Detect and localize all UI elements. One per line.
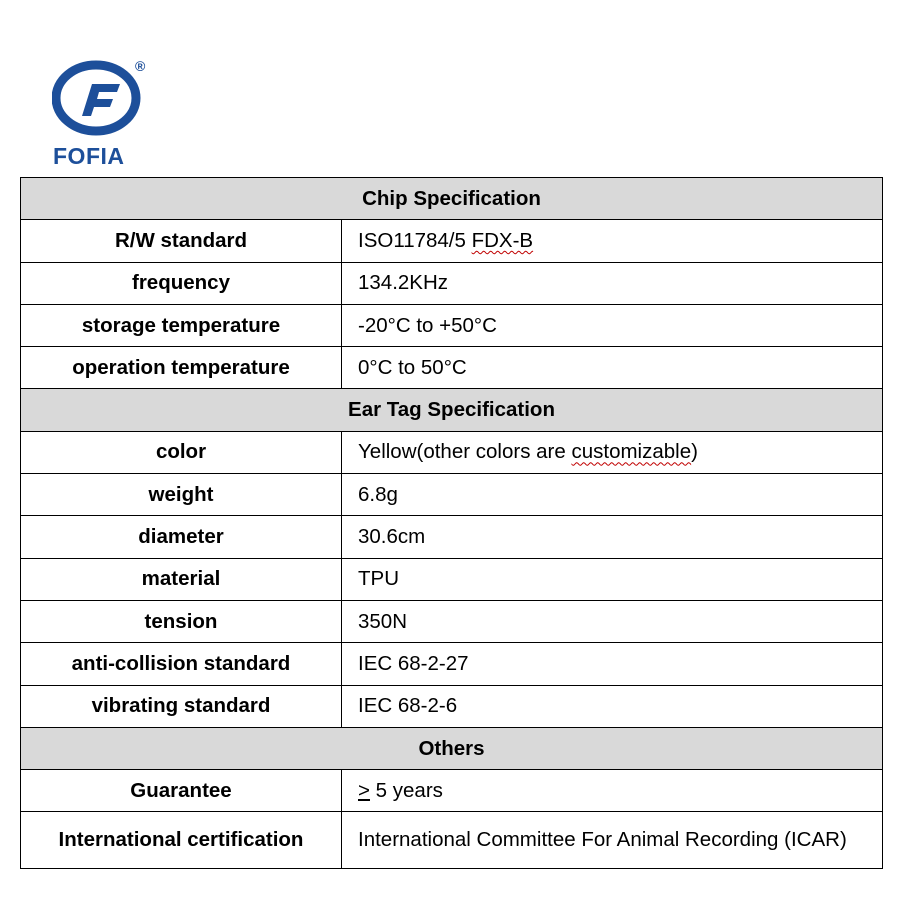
spec-table [20, 177, 883, 869]
greater-equal-symbol: > [358, 778, 370, 802]
spec-label: storage temperature [21, 304, 342, 346]
table-row [21, 220, 883, 262]
spec-label: frequency [21, 262, 342, 304]
registered-mark: ® [135, 58, 146, 74]
value-text: 5 years [369, 778, 443, 802]
spec-value: 30.6cm [342, 516, 883, 558]
spec-value [342, 770, 883, 812]
section-header-row [21, 178, 883, 220]
section-header-row [21, 389, 883, 431]
table-row [21, 347, 883, 389]
spec-value [342, 431, 883, 473]
spec-label: R/W standard [21, 220, 342, 262]
value-text: ISO11784/5 [358, 228, 472, 252]
table-row [21, 600, 883, 642]
spec-value: TPU [342, 558, 883, 600]
table-row [21, 516, 883, 558]
spec-label: Guarantee [21, 770, 342, 812]
spec-value: IEC 68-2-27 [342, 643, 883, 685]
section-title: Others [21, 727, 883, 769]
spec-label: anti-collision standard [21, 643, 342, 685]
spec-label: operation temperature [21, 347, 342, 389]
spec-value: 134.2KHz [342, 262, 883, 304]
table-row [21, 812, 883, 869]
table-row [21, 304, 883, 346]
value-text: Yellow(other colors are [358, 440, 572, 464]
spec-label: weight [21, 474, 342, 516]
spec-label: International certification [21, 812, 342, 869]
brand-name: FOFIA [53, 143, 125, 169]
section-header-row [21, 727, 883, 769]
table-row [21, 558, 883, 600]
table-row [21, 474, 883, 516]
table-row [21, 685, 883, 727]
spec-value: 6.8g [342, 474, 883, 516]
spec-value: 0°C to 50°C [342, 347, 883, 389]
spellcheck-marked-text: customizable [571, 440, 692, 464]
section-title: Ear Tag Specification [21, 389, 883, 431]
spec-label: color [21, 431, 342, 473]
spec-label: material [21, 558, 342, 600]
table-row [21, 431, 883, 473]
section-title: Chip Specification [21, 178, 883, 220]
spec-value: International Committee For Animal Recording (ICAR) [342, 812, 883, 869]
fofia-logo-mark-icon [52, 58, 144, 138]
table-row [21, 643, 883, 685]
value-text-end: ) [691, 440, 698, 464]
spellcheck-marked-text: FDX-B [471, 228, 534, 252]
spec-value: 350N [342, 600, 883, 642]
spec-label: tension [21, 600, 342, 642]
table-row [21, 262, 883, 304]
spec-value [342, 220, 883, 262]
spec-value: IEC 68-2-6 [342, 685, 883, 727]
spec-label: diameter [21, 516, 342, 558]
spec-value: -20°C to +50°C [342, 304, 883, 346]
table-row [21, 770, 883, 812]
spec-label: vibrating standard [21, 685, 342, 727]
